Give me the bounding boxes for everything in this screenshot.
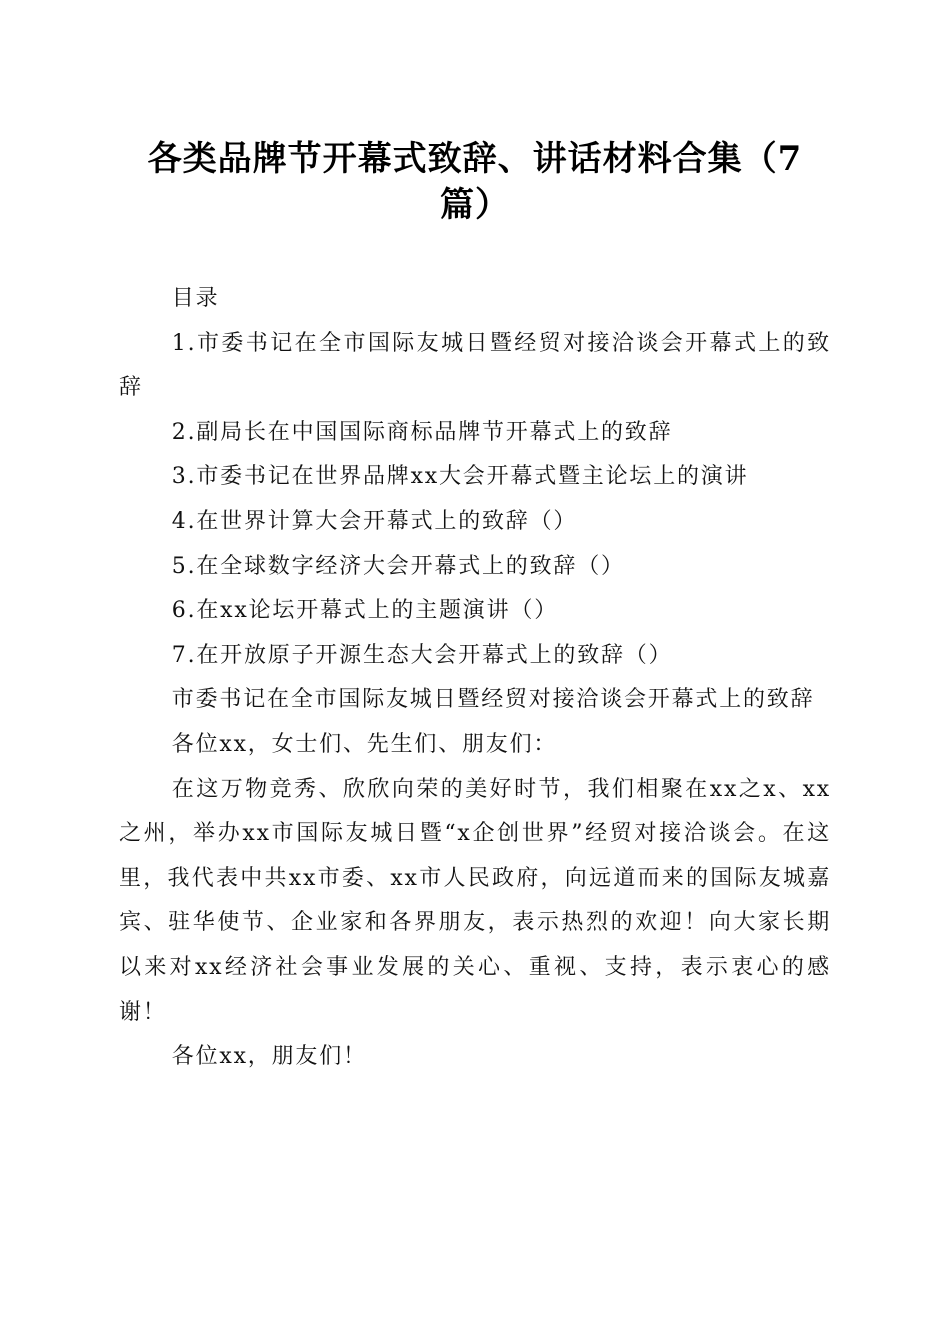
toc-item-4: 4.在世界计算大会开幕式上的致辞（） [171, 508, 578, 534]
section-heading: 市委书记在全市国际友城日暨经贸对接洽谈会开幕式上的致辞 [171, 687, 815, 713]
toc-item-5: 5.在全球数字经济大会开幕式上的致辞（） [171, 553, 625, 579]
document-title-line-1: 各类品牌节开幕式致辞、讲话材料合集（7 [147, 139, 803, 179]
document-title-line-2: 篇） [440, 185, 510, 225]
document-title [100, 136, 850, 228]
speech-paragraph-1: 在这万物竞秀、欣欣向荣的美好时节，我们相聚在xx之x、xx之州，举办xx市国际友城日暨“x企创世界”经贸对接洽谈会。在这里，我代表中共xx市委、xx市人民政府，向远道而来的国际友城嘉宾、驻华使节、企业家和各界朋友，表示热烈的欢迎！向大家长期以来对xx经济社会事业发展的关心、重视、支持，表示衷心的感谢！ [119, 776, 831, 1025]
toc-item-7: 7.在开放原子开源生态大会开幕式上的致辞（） [171, 642, 673, 668]
document-body [119, 277, 831, 1080]
toc-item-1: 1.市委书记在全市国际友城日暨经贸对接洽谈会开幕式上的致辞 [119, 330, 831, 401]
toc-item-3: 3.市委书记在世界品牌xx大会开幕式暨主论坛上的演讲 [171, 464, 749, 490]
toc-heading: 目录 [171, 286, 220, 311]
toc-item-6: 6.在xx论坛开幕式上的主题演讲（） [171, 598, 559, 624]
speech-greeting: 各位xx，女士们、先生们、朋友们： [171, 731, 558, 757]
speech-greeting-2: 各位xx，朋友们！ [171, 1044, 367, 1070]
toc-item-2: 2.副局长在中国国际商标品牌节开幕式上的致辞 [171, 419, 673, 445]
